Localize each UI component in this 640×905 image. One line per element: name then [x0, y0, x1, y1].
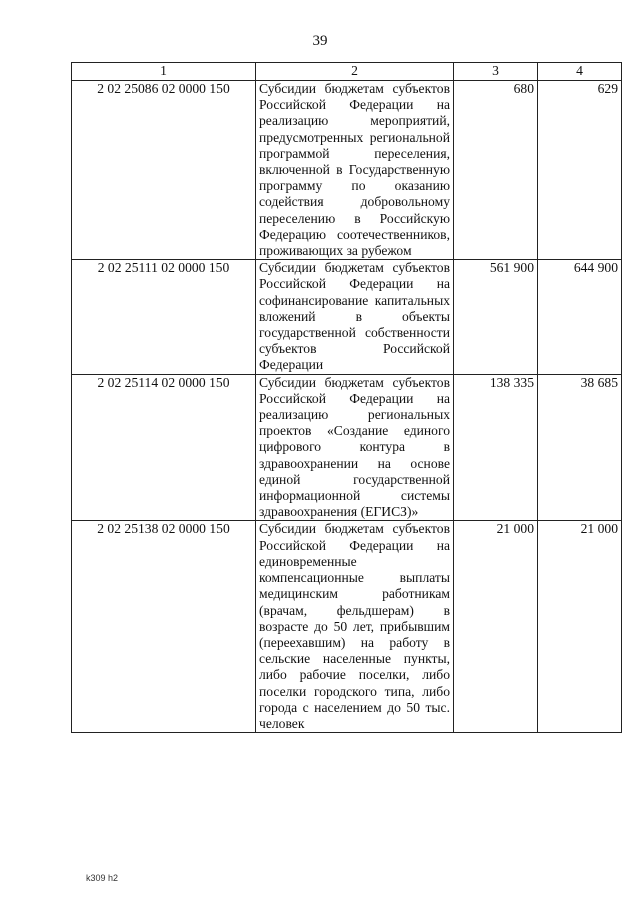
- table-row: [72, 260, 622, 374]
- amount-column-4: 21 000: [538, 521, 622, 733]
- amount-column-4: 644 900: [538, 260, 622, 374]
- table-row: [72, 374, 622, 521]
- amount-column-3: 138 335: [454, 374, 538, 521]
- budget-code: 2 02 25138 02 0000 150: [72, 521, 256, 733]
- table-header-row: [72, 63, 622, 81]
- amount-column-3: 680: [454, 81, 538, 260]
- subsidy-description: Субсидии бюджетам субъектов Российской Федерации на реализацию региональных проектов «Создание единого цифрового контура в здравоохранении на основе единой государственной информационной системы здравоохранения (ЕГИСЗ)»: [256, 374, 454, 521]
- column-header-1: 1: [72, 63, 256, 81]
- page-number: 39: [312, 33, 328, 49]
- column-header-3: 3: [454, 63, 538, 81]
- amount-column-4: 38 685: [538, 374, 622, 521]
- budget-code: 2 02 25086 02 0000 150: [72, 81, 256, 260]
- budget-code: 2 02 25114 02 0000 150: [72, 374, 256, 521]
- subsidy-description: Субсидии бюджетам субъектов Российской Федерации на реализацию мероприятий, предусмотренных региональной программой переселения, включенной в Государственную программу по оказанию содействия добровольному переселению в Российскую Федерацию соотечественников, проживающих за рубежом: [256, 81, 454, 260]
- table-row: [72, 521, 622, 733]
- amount-column-3: 561 900: [454, 260, 538, 374]
- column-header-2: 2: [256, 63, 454, 81]
- column-header-4: 4: [538, 63, 622, 81]
- subsidy-description: Субсидии бюджетам субъектов Российской Федерации на единовременные компенсационные выплаты медицинским работникам (врачам, фельдшерам) в возрасте до 50 лет, прибывшим (переехавшим) на работу в сельские населенные пункты, либо рабочие поселки, либо поселки городского типа, либо города с населением до 50 тыс. человек: [256, 521, 454, 733]
- document-footer-code: k309 h2: [86, 873, 119, 883]
- amount-column-4: 629: [538, 81, 622, 260]
- table-row: [72, 81, 622, 260]
- budget-code: 2 02 25111 02 0000 150: [72, 260, 256, 374]
- amount-column-3: 21 000: [454, 521, 538, 733]
- subsidy-description: Субсидии бюджетам субъектов Российской Федерации на софинансирование капитальных вложений в объекты государственной собственности субъектов Российской Федерации: [256, 260, 454, 374]
- budget-table: [71, 62, 622, 733]
